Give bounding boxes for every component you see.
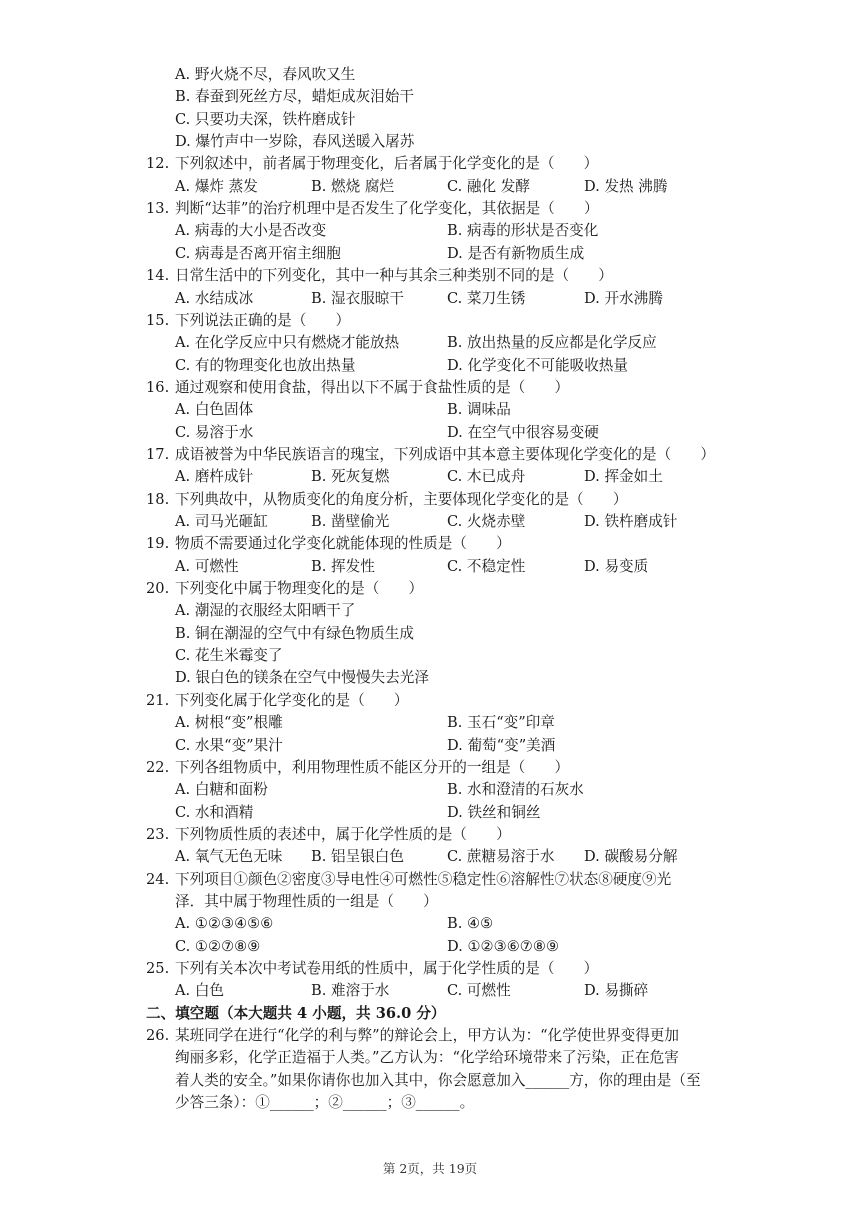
question-number: 23. — [146, 825, 170, 843]
question-number: 25. — [146, 960, 170, 977]
options-row — [0, 220, 860, 242]
question-text: 泽．其中属于物理性质的一组是（ ） — [175, 892, 438, 910]
question-text: 判断“达菲”的治疗机理中是否发生了化学变化，其依据是（ ） — [175, 200, 599, 218]
answer-option: C. ①②⑦⑧⑨ — [175, 937, 261, 955]
answer-option: C. 蔗糖易溶于水 — [447, 848, 555, 866]
answer-option: D. 易变质 — [584, 557, 649, 575]
fill-question-line — [0, 1047, 860, 1069]
question-stem — [0, 869, 860, 891]
question-number: 17. — [146, 445, 170, 463]
options-row — [0, 846, 860, 868]
question-stem — [0, 578, 860, 600]
answer-option: C. 花生米霉变了 — [175, 647, 283, 665]
answer-option: B. 放出热量的反应都是化学反应 — [447, 334, 657, 352]
answer-option: D. 是否有新物质生成 — [447, 244, 585, 262]
question-stem — [0, 489, 860, 511]
options-row — [0, 802, 860, 824]
options-row — [0, 712, 860, 734]
question-stem — [0, 153, 860, 175]
question-text: 下列有关本次中考试卷用纸的性质中，属于化学性质的是（ ） — [175, 960, 599, 977]
answer-option: B. 玉石“变”印章 — [447, 714, 555, 732]
options-row — [0, 623, 860, 645]
question-text: 少答三条）：①______；②______；③______。 — [175, 1094, 475, 1112]
question-text: 通过观察和使用食盐，得出以下不属于食盐性质的是（ ） — [175, 378, 570, 396]
answer-option: D. 化学变化不可能吸收热量 — [447, 356, 628, 374]
question-text: 下列变化中属于物理变化的是（ ） — [175, 580, 424, 598]
options-row — [0, 422, 860, 444]
option-line — [0, 109, 860, 131]
question-stem — [0, 533, 860, 555]
question-number: 22. — [146, 758, 170, 776]
answer-option: D. 挥金如土 — [584, 468, 663, 486]
answer-option: B. 调味品 — [447, 401, 511, 419]
answer-option: B. 病毒的形状是否变化 — [447, 222, 599, 240]
answer-option: C. 病毒是否离开宿主细胞 — [175, 244, 341, 262]
answer-option: C. 只要功夫深，铁杵磨成针 — [175, 110, 356, 128]
section-heading: 二、填空题（本大题共 4 小题，共 36.0 分） — [146, 1004, 446, 1022]
question-stem — [0, 444, 860, 466]
answer-option: A. 白色 — [175, 982, 225, 1000]
question-text: 下列典故中，从物质变化的角度分析，主要体现化学变化的是（ ） — [175, 490, 628, 508]
answer-option: A. 司马光砸缸 — [175, 513, 268, 530]
answer-option: D. 发热 沸腾 — [584, 177, 668, 195]
question-number: 13. — [146, 200, 170, 218]
question-text: 某班同学在进行“化学的利与弊”的辩论会上，甲方认为：“化学使世界变得更加 — [175, 1027, 679, 1045]
question-number: 18. — [146, 490, 170, 508]
answer-option: A. 水结成冰 — [175, 289, 254, 307]
options-row — [0, 466, 860, 488]
question-text: 下列叙述中，前者属于物理变化，后者属于化学变化的是（ ） — [175, 155, 599, 173]
fill-question-line — [0, 1025, 860, 1047]
options-row — [0, 511, 860, 533]
question-stem — [0, 824, 860, 846]
answer-option: A. 病毒的大小是否改变 — [175, 222, 327, 240]
question-stem — [0, 690, 860, 712]
answer-option: B. 燃烧 腐烂 — [311, 177, 395, 195]
answer-option: C. 可燃性 — [447, 982, 511, 1000]
answer-option: D. ①②③⑥⑦⑧⑨ — [447, 937, 560, 955]
options-row — [0, 936, 860, 958]
answer-option: B. 铜在潮湿的空气中有绿色物质生成 — [175, 624, 414, 642]
option-line — [0, 131, 860, 153]
answer-option: D. 在空气中很容易变硬 — [447, 423, 599, 441]
options-row — [0, 332, 860, 354]
answer-option: C. 水果“变”果汁 — [175, 736, 283, 754]
answer-option: A. 野火烧不尽，春风吹又生 — [175, 66, 356, 83]
options-row — [0, 288, 860, 310]
question-stem — [0, 265, 860, 287]
question-text: 日常生活中的下列变化，其中一种与其余三种类别不同的是（ ） — [175, 267, 613, 285]
answer-option: A. 氧气无色无味 — [175, 848, 283, 866]
options-row — [0, 176, 860, 198]
question-number: 14. — [146, 267, 170, 285]
answer-option: B. 水和澄清的石灰水 — [447, 781, 584, 799]
answer-option: B. 凿壁偷光 — [311, 513, 390, 530]
answer-option: C. 火烧赤壁 — [447, 513, 526, 530]
question-number: 15. — [146, 311, 170, 329]
answer-option: A. 爆炸 蒸发 — [175, 177, 258, 195]
question-text: 着人类的安全。”如果你请你也加入其中，你会愿意加入______方，你的理由是（至 — [175, 1071, 701, 1089]
question-stem — [0, 757, 860, 779]
answer-option: C. 菜刀生锈 — [447, 289, 526, 307]
option-line — [0, 64, 860, 86]
options-row — [0, 556, 860, 578]
answer-option: D. 易撕碎 — [584, 982, 649, 1000]
question-text: 下列说法正确的是（ ） — [175, 311, 351, 329]
answer-option: C. 水和酒精 — [175, 803, 254, 821]
options-row — [0, 735, 860, 757]
question-text: 成语被誉为中华民族语言的瑰宝，下列成语中其本意主要体现化学变化的是（ ） — [175, 445, 715, 463]
answer-option: C. 易溶于水 — [175, 423, 254, 441]
question-stem — [0, 958, 860, 980]
question-stem — [0, 310, 860, 332]
answer-option: C. 不稳定性 — [447, 557, 526, 575]
options-row — [0, 243, 860, 265]
answer-option: B. 湿衣服晾干 — [311, 289, 404, 307]
answer-option: D. 爆竹声中一岁除，春风送暖入屠苏 — [175, 133, 415, 151]
options-row — [0, 399, 860, 421]
options-row — [0, 355, 860, 377]
question-text: 下列各组物质中，利用物理性质不能区分开的一组是（ ） — [175, 758, 570, 776]
answer-option: A. 潮湿的衣服经太阳晒干了 — [175, 602, 356, 620]
fill-question-line — [0, 1092, 860, 1114]
answer-option: A. 磨杵成针 — [175, 468, 254, 486]
answer-option: B. 难溶于水 — [311, 982, 390, 1000]
options-row — [0, 600, 860, 622]
question-text: 下列物质性质的表述中，属于化学性质的是（ ） — [175, 825, 511, 843]
options-row — [0, 913, 860, 935]
question-text: 绚丽多彩，化学正造福于人类。”乙方认为：“化学给环境带来了污染，正在危害 — [175, 1049, 679, 1067]
answer-option: A. 可燃性 — [175, 557, 239, 575]
options-row — [0, 667, 860, 689]
answer-option: A. ①②③④⑤⑥ — [175, 915, 274, 933]
answer-option: A. 白糖和面粉 — [175, 781, 268, 799]
answer-option: A. 在化学反应中只有燃烧才能放热 — [175, 334, 400, 352]
question-stem — [0, 198, 860, 220]
question-text: 下列变化属于化学变化的是（ ） — [175, 691, 409, 709]
question-number: 19. — [146, 535, 170, 553]
options-row — [0, 980, 860, 1002]
page-footer: 第 2页，共 19页 — [382, 1161, 478, 1176]
answer-option: C. 有的物理变化也放出热量 — [175, 356, 356, 374]
answer-option: B. 死灰复燃 — [311, 468, 390, 486]
answer-option: C. 木已成舟 — [447, 468, 526, 486]
question-number: 26. — [146, 1027, 170, 1045]
answer-option: D. 铁杵磨成针 — [584, 513, 678, 530]
answer-option: B. 春蚕到死丝方尽，蜡炬成灰泪始干 — [175, 88, 414, 106]
fill-question-line — [0, 1070, 860, 1092]
answer-option: A. 白色固体 — [175, 401, 254, 419]
answer-option: D. 铁丝和铜丝 — [447, 803, 541, 821]
question-number: 20. — [146, 580, 170, 598]
answer-option: C. 融化 发酵 — [447, 177, 530, 195]
options-row — [0, 645, 860, 667]
answer-option: B. ④⑤ — [447, 915, 494, 933]
answer-option: B. 挥发性 — [311, 557, 375, 575]
question-number: 16. — [146, 378, 170, 396]
answer-option: B. 铝呈银白色 — [311, 848, 404, 866]
option-line — [0, 86, 860, 108]
question-number: 24. — [146, 870, 170, 888]
answer-option: D. 开水沸腾 — [584, 289, 663, 307]
answer-option: D. 银白色的镁条在空气中慢慢失去光泽 — [175, 669, 429, 687]
question-number: 12. — [146, 155, 170, 173]
options-row — [0, 779, 860, 801]
question-stem — [0, 377, 860, 399]
question-text: 下列项目①颜色②密度③导电性④可燃性⑤稳定性⑥溶解性⑦状态⑧硬度⑨光 — [175, 870, 672, 888]
question-stem — [0, 891, 860, 913]
answer-option: D. 葡萄“变”美酒 — [447, 736, 556, 754]
question-number: 21. — [146, 691, 170, 709]
answer-option: A. 树根“变”根雕 — [175, 714, 283, 732]
answer-option: D. 碳酸易分解 — [584, 848, 678, 866]
question-text: 物质不需要通过化学变化就能体现的性质是（ ） — [175, 535, 511, 553]
